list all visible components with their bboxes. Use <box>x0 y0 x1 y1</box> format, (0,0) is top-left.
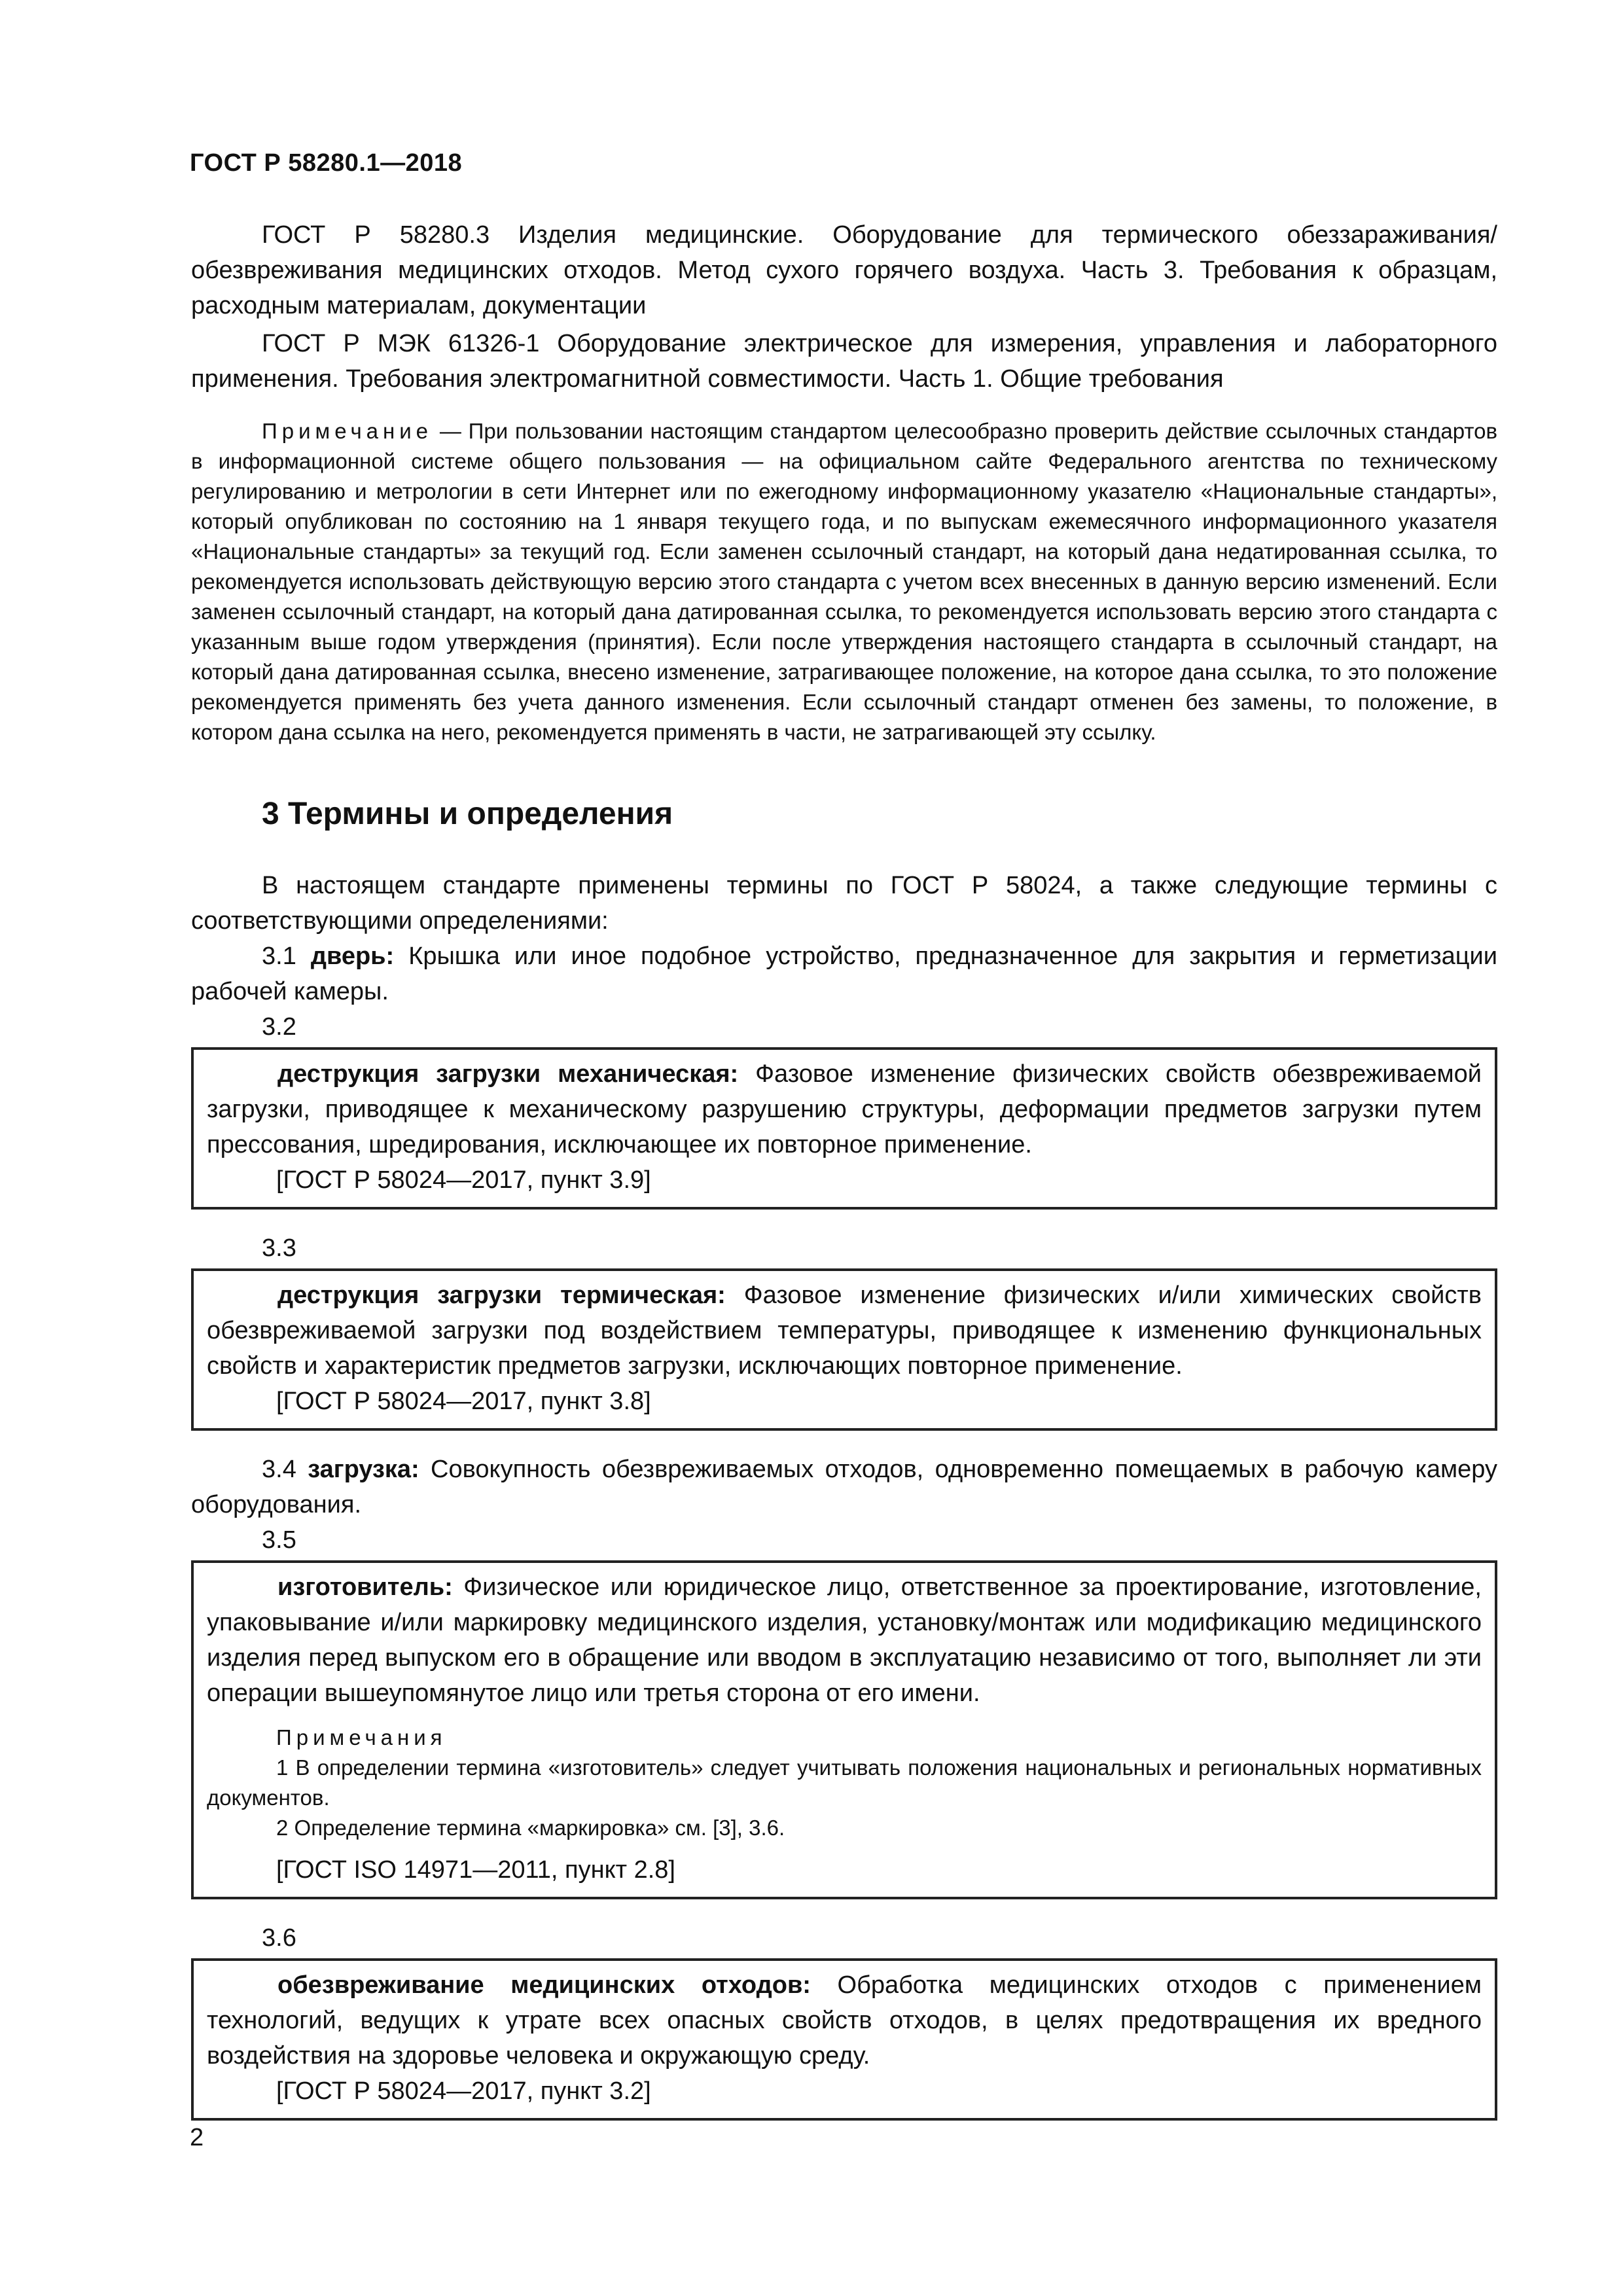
note-label: Примечание <box>262 419 433 443</box>
term-box <box>191 1047 1497 1210</box>
section-intro: В настоящем стандарте применены термины по ГОСТ Р 58024, а также следующие термины с соответствующими определениями: <box>191 872 1497 935</box>
term-name: деструкция загрузки механическая: <box>277 1060 739 1088</box>
term-number: 3.6 <box>262 1924 296 1952</box>
term-entry <box>191 1452 1497 1522</box>
reference-item: ГОСТ Р 58280.3 Изделия медицинские. Оборудование для термического обеззараживания/обезвреживания медицинских отходов. Метод сухого горячего воздуха. Часть 3. Требования к образцам, расходным материалам, документации <box>191 221 1497 319</box>
term-entry <box>207 1570 1482 1711</box>
term-number: 3.2 <box>262 1013 296 1041</box>
term-source: [ГОСТ Р 58024—2017, пункт 3.9] <box>276 1166 651 1194</box>
term-definition: Фазовое изменение физических и/или химических свойств обезвреживаемой загрузки под воздействием температуры, приводящее к изменению функциональных свойств и характеристик предметов загрузки, исключающих повторное применение. <box>207 1282 1482 1380</box>
term-source: [ГОСТ ISO 14971—2011, пункт 2.8] <box>276 1856 675 1884</box>
term-entry <box>191 939 1497 1009</box>
term-number: 3.4 <box>262 1456 296 1483</box>
term-notes <box>207 1723 1482 1843</box>
term-entry <box>207 1056 1482 1162</box>
note-text: — При пользовании настоящим стандартом целесообразно проверить действие ссылочных стандартов в информационной системе общего пользования — на официальном сайте Федерального агентства по техническому регулированию и метрологии в сети Интернет или по ежегодному информационному указателю «Национальные стандарты», который опубликован по состоянию на 1 января текущего года, и по выпускам ежемесячного информационного указателя «Национальные стандарты» за текущий год. Если заменен ссылочный стандарт, на который дана недатированная ссылка, то рекомендуется использовать действующую версию этого стандарта с учетом всех внесенных в данную версию изменений. Если заменен ссылочный стандарт, на который дана датированная ссылка, то рекомендуется использовать версию этого стандарта с указанным выше годом утверждения (принятия). Если после утверждения настоящего стандарта в ссылочный стандарт, на который дана датированная ссылка, внесено изменение, затрагивающее положение, на которое дана ссылка, то это положение рекомендуется применять без учета данного изменения. Если ссылочный стандарт отменен без замены, то положение, в котором дана ссылка на него, рекомендуется применять в части, не затрагивающей эту ссылку. <box>191 419 1497 744</box>
note-paragraph <box>191 416 1497 747</box>
note-item: 2 Определение термина «маркировка» см. [3], 3.6. <box>276 1816 785 1840</box>
note-item: 1 В определении термина «изготовитель» следует учитывать положения национальных и региональных нормативных документов. <box>207 1755 1482 1810</box>
document-header: ГОСТ Р 58280.1—2018 <box>190 149 463 177</box>
term-definition: Фазовое изменение физических свойств обезвреживаемой загрузки, приводящее к механическому разрушению структуры, деформации предметов загрузки путем прессования, шредирования, исключающее их повторное применение. <box>207 1060 1482 1158</box>
notes-label: Примечания <box>276 1725 447 1749</box>
term-number: 3.3 <box>262 1234 296 1262</box>
term-name: загрузка: <box>308 1456 419 1483</box>
term-definition: Крышка или иное подобное устройство, предназначенное для закрытия и герметизации рабочей камеры. <box>191 942 1497 1005</box>
term-definition: Совокупность обезвреживаемых отходов, одновременно помещаемых в рабочую камеру оборудования. <box>191 1456 1497 1518</box>
term-name: обезвреживание медицинских отходов: <box>277 1971 811 1999</box>
term-entry <box>207 1278 1482 1384</box>
term-name: деструкция загрузки термическая: <box>277 1282 726 1309</box>
page-content <box>191 217 1497 2123</box>
term-definition: Физическое или юридическое лицо, ответственное за проектирование, изготовление, упаковывание и/или маркировку медицинского изделия, установку/монтаж или модификацию медицинского изделия перед выпуском его в обращение или вводом в эксплуатацию независимо от того, выполняет ли эти операции вышеупомянутое лицо или третья сторона от его имени. <box>207 1573 1482 1707</box>
term-name: дверь: <box>310 942 395 970</box>
term-box <box>191 1268 1497 1431</box>
reference-item: ГОСТ Р МЭК 61326-1 Оборудование электрическое для измерения, управления и лабораторного применения. Требования электромагнитной совместимости. Часть 1. Общие требования <box>191 330 1497 393</box>
term-name: изготовитель: <box>277 1573 453 1601</box>
term-source: [ГОСТ Р 58024—2017, пункт 3.2] <box>276 2077 651 2105</box>
term-entry <box>207 1967 1482 2073</box>
term-number: 3.5 <box>262 1526 296 1554</box>
section-title: 3 Термины и определения <box>262 797 673 831</box>
term-source: [ГОСТ Р 58024—2017, пункт 3.8] <box>276 1388 651 1415</box>
term-box <box>191 1560 1497 1899</box>
term-number: 3.1 <box>262 942 296 970</box>
term-box <box>191 1958 1497 2121</box>
page-number: 2 <box>190 2124 204 2151</box>
term-definition: Обработка медицинских отходов с применением технологий, ведущих к утрате всех опасных свойств отходов, в целях предотвращения их вредного воздействия на здоровье человека и окружающую среду. <box>207 1971 1482 2070</box>
